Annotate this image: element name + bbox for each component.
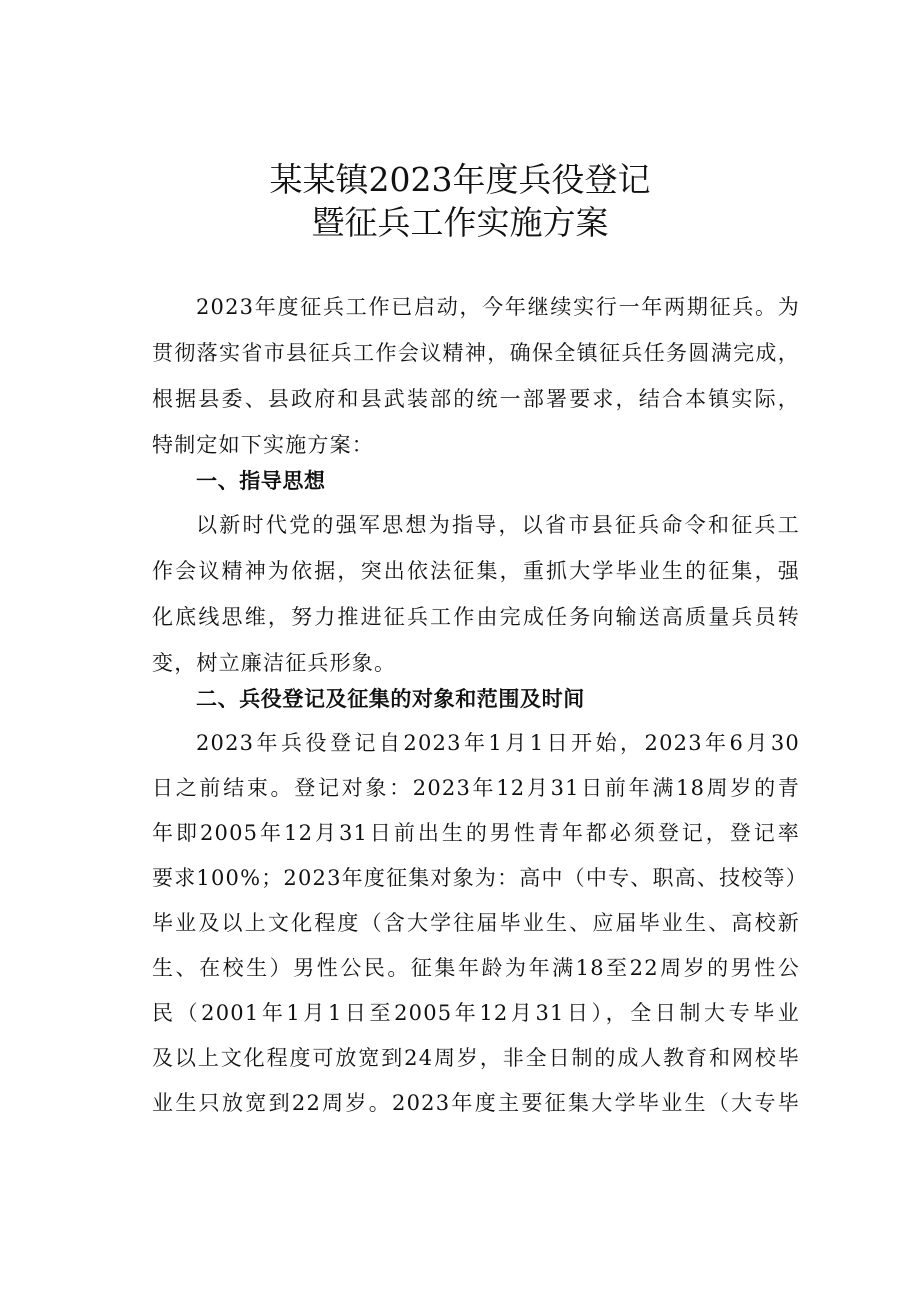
section-1-line-2: 作会议精神为依据，突出依法征集，重抓大学毕业生的征集，强 bbox=[152, 559, 800, 583]
section-1-heading: 一、指导思想 bbox=[196, 469, 326, 493]
section-2-line-5: 毕业及以上文化程度（含大学往届毕业生、应届毕业生、高校新 bbox=[152, 911, 800, 935]
intro-line-1: 2023年度征兵工作已启动，今年继续实行一年两期征兵。为 bbox=[196, 295, 800, 319]
section-2-line-3: 年即2005年12月31日前出生的男性青年都必须登记，登记率 bbox=[152, 821, 800, 845]
section-2-line-4: 要求100%；2023年度征集对象为：高中（中专、职高、技校等） bbox=[152, 866, 808, 890]
section-2-line-6: 生、在校生）男性公民。征集年龄为年满18至22周岁的男性公 bbox=[152, 956, 800, 980]
section-2-line-7: 民（2001年1月1日至2005年12月31日），全日制大专毕业 bbox=[152, 1001, 800, 1025]
document-title-line-2: 暨征兵工作实施方案 bbox=[311, 203, 609, 242]
section-2-line-8: 及以上文化程度可放宽到24周岁，非全日制的成人教育和网校毕 bbox=[152, 1046, 800, 1070]
document-title-line-1: 某某镇2023年度兵役登记 bbox=[269, 160, 651, 199]
intro-line-4: 特制定如下实施方案： bbox=[152, 433, 374, 457]
section-2-line-1: 2023年兵役登记自2023年1月1日开始，2023年6月30 bbox=[196, 731, 800, 755]
intro-line-2: 贯彻落实省市县征兵工作会议精神，确保全镇征兵任务圆满完成， bbox=[152, 341, 800, 365]
intro-line-3: 根据县委、县政府和县武装部的统一部署要求，结合本镇实际， bbox=[152, 387, 800, 411]
section-2-line-9: 业生只放宽到22周岁。2023年度主要征集大学毕业生（大专毕 bbox=[152, 1091, 800, 1115]
section-2-line-2: 日之前结束。登记对象：2023年12月31日前年满18周岁的青 bbox=[152, 776, 800, 800]
section-1-line-1: 以新时代党的强军思想为指导，以省市县征兵命令和征兵工 bbox=[196, 513, 800, 537]
section-2-heading: 二、兵役登记及征集的对象和范围及时间 bbox=[196, 687, 585, 711]
section-1-line-4: 变，树立廉洁征兵形象。 bbox=[152, 651, 397, 675]
section-1-line-3: 化底线思维，努力推进征兵工作由完成任务向输送高质量兵员转 bbox=[152, 605, 800, 629]
